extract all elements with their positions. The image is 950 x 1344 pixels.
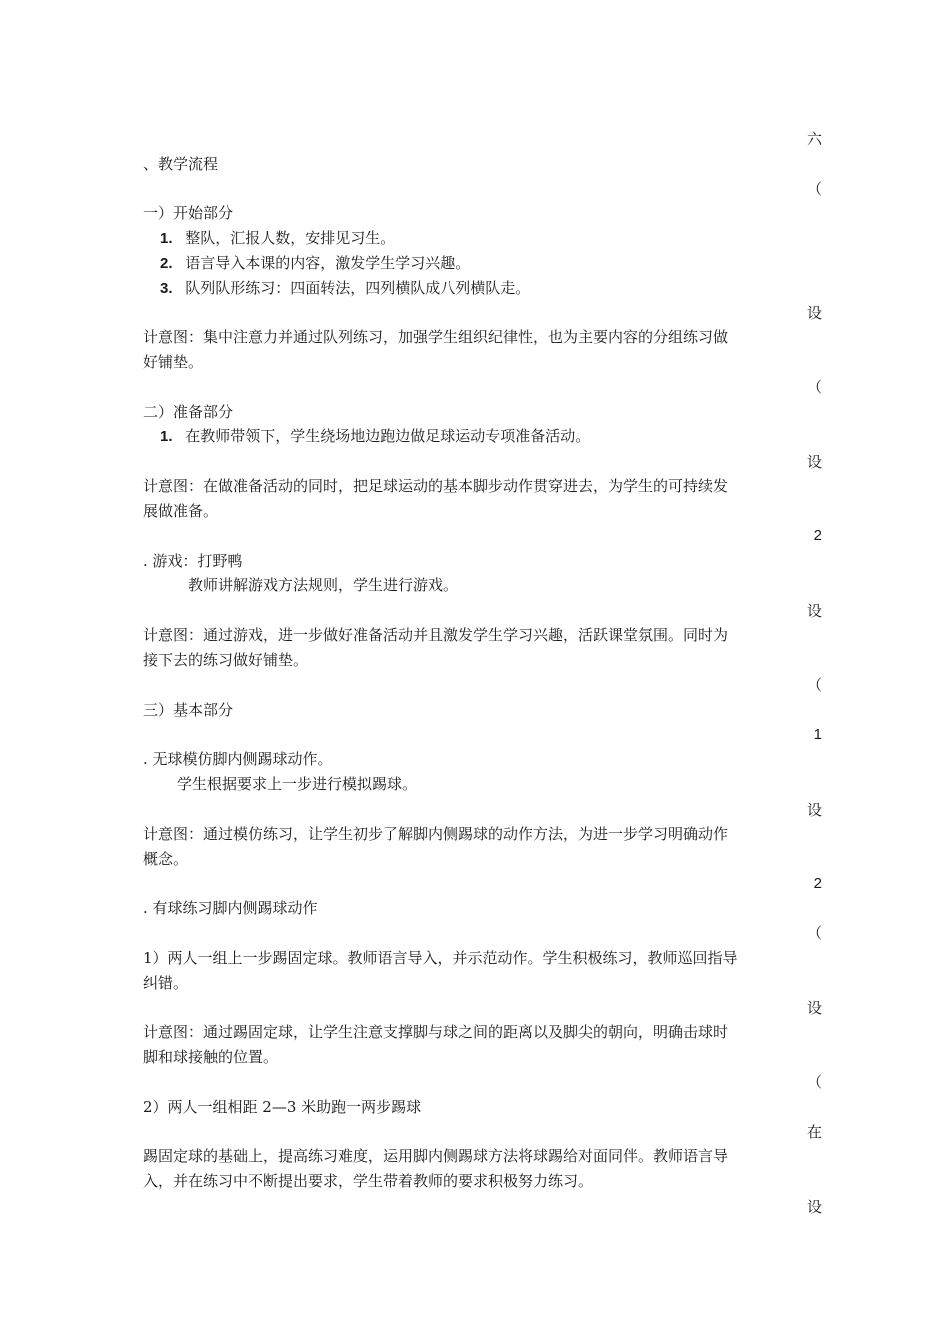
margin-fragment: （: [806, 180, 822, 198]
list-item: [160, 425, 590, 448]
item-title: . 有球练习脚内侧踢球动作: [143, 899, 318, 917]
paragraph-line: 学生根据要求上一步进行模拟踢球。: [177, 775, 418, 793]
subheading-prep-part: 二）准备部分: [143, 403, 234, 421]
paragraph-line: 计意图：通过模仿练习，让学生初步了解脚内侧踢球的动作方法，为进一步学习明确动作: [143, 825, 729, 843]
item-title: . 无球模仿脚内侧踢球动作。: [143, 750, 333, 768]
subheading-start-part: 一）开始部分: [143, 204, 234, 222]
margin-fragment: 设: [806, 999, 822, 1017]
margin-fragment: 设: [806, 801, 822, 819]
margin-fragment: 在: [806, 1123, 822, 1141]
paragraph-line: 计意图：通过踢固定球，让学生注意支撑脚与球之间的距离以及脚尖的朝向，明确击球时: [143, 1023, 729, 1041]
list-item: [160, 227, 395, 250]
paragraph-line: 纠错。: [143, 974, 189, 992]
list-number: 2.: [160, 255, 173, 272]
paragraph-line: 展做准备。: [143, 502, 219, 520]
margin-fragment: （: [806, 924, 822, 942]
game-title: . 游戏：打野鸭: [143, 552, 243, 570]
margin-fragment: （: [806, 378, 822, 396]
paragraph-line: 1）两人一组上一步踢固定球。教师语言导入，并示范动作。学生积极练习，教师巡回指导: [143, 949, 738, 967]
paragraph-line: 踢固定球的基础上，提高练习难度，运用脚内侧踢球方法将球踢给对面同伴。教师语言导: [143, 1147, 729, 1165]
margin-fragment: 1: [813, 726, 822, 743]
list-number: 1.: [160, 230, 173, 247]
margin-fragment: 设: [806, 453, 822, 471]
paragraph-line: 好铺垫。: [143, 353, 204, 371]
paragraph-line: 接下去的练习做好铺垫。: [143, 651, 309, 669]
margin-fragment: 设: [806, 1198, 822, 1216]
margin-fragment: （: [806, 676, 822, 694]
paragraph-line: 教师讲解游戏方法规则，学生进行游戏。: [188, 576, 459, 594]
subheading-basic-part: 三）基本部分: [143, 701, 234, 719]
margin-fragment: 六: [806, 130, 822, 148]
list-text: 语言导入本课的内容，激发学生学习兴趣。: [185, 254, 471, 272]
list-number: 1.: [160, 428, 173, 445]
margin-fragment: 设: [806, 304, 822, 322]
paragraph-line: 入，并在练习中不断提出要求，学生带着教师的要求积极努力练习。: [143, 1172, 594, 1190]
paragraph-line: 计意图：集中注意力并通过队列练习，加强学生组织纪律性，也为主要内容的分组练习做: [143, 328, 729, 346]
margin-fragment: （: [806, 1073, 822, 1091]
margin-fragment: 2: [813, 527, 822, 544]
list-text: 在教师带领下，学生绕场地边跑边做足球运动专项准备活动。: [185, 427, 591, 445]
paragraph-line: 计意图：在做准备活动的同时，把足球运动的基本脚步动作贯穿进去，为学生的可持续发: [143, 477, 729, 495]
paragraph-line: 脚和球接触的位置。: [143, 1048, 279, 1066]
list-number: 3.: [160, 280, 173, 297]
list-text: 队列队形练习：四面转法，四列横队成八列横队走。: [185, 279, 531, 297]
item-title: 2）两人一组相距 2—3 米助跑一两步踢球: [143, 1098, 422, 1116]
paragraph-line: 概念。: [143, 850, 189, 868]
section-heading-teaching-flow: 、教学流程: [143, 155, 219, 173]
paragraph-line: 计意图：通过游戏，进一步做好准备活动并且激发学生学习兴趣，活跃课堂氛围。同时为: [143, 626, 729, 644]
list-item: [160, 252, 470, 275]
list-item: [160, 277, 530, 300]
margin-fragment: 2: [813, 875, 822, 892]
margin-fragment: 设: [806, 602, 822, 620]
list-text: 整队，汇报人数，安排见习生。: [185, 229, 396, 247]
